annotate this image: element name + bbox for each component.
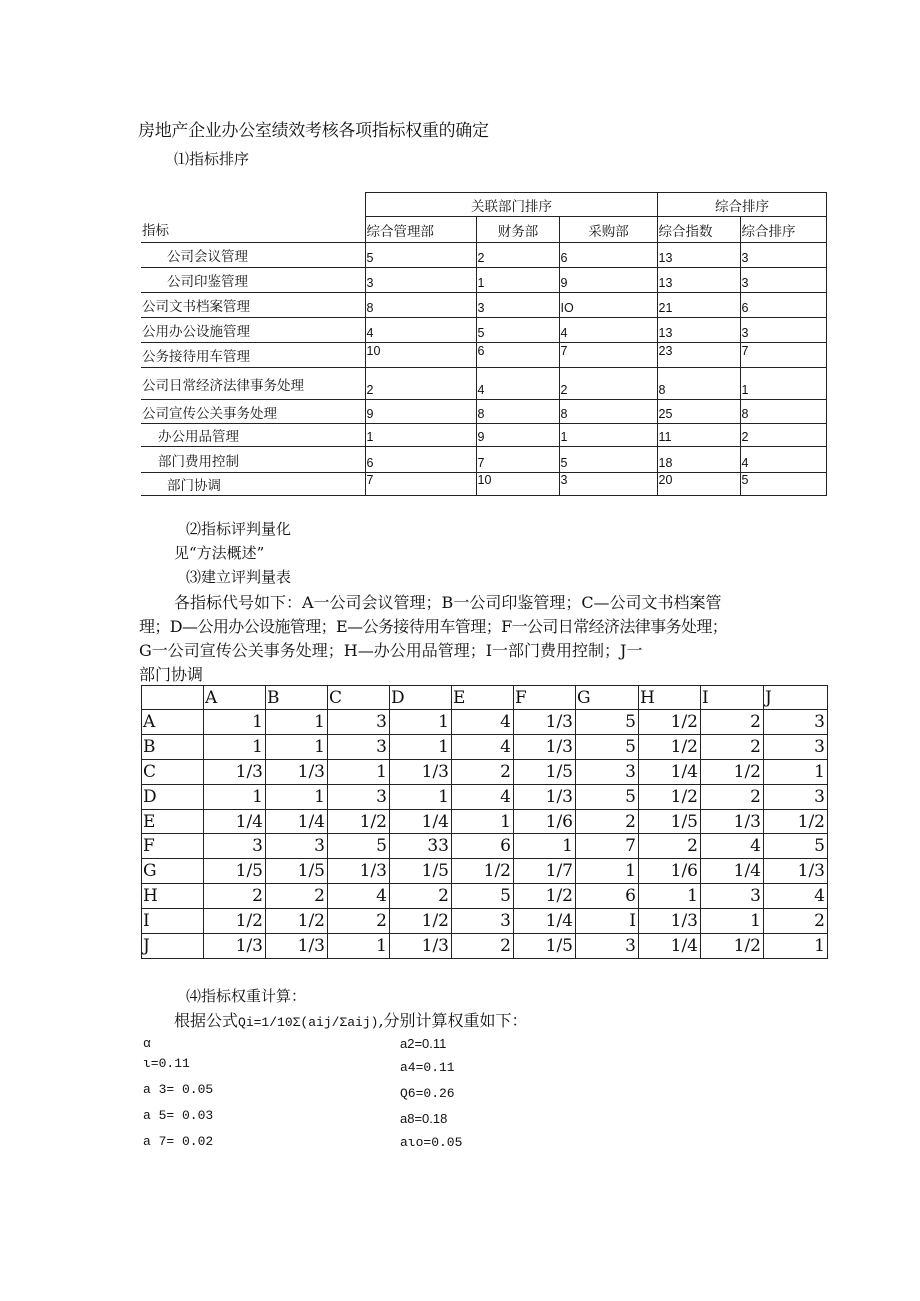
column-header: H [639,686,701,710]
weight-a3: a 3= 0.05 [143,1082,214,1097]
cell: 5 [764,834,828,859]
cell: 6 [559,243,657,268]
row-label: 部门协调 [141,473,365,496]
cell: 5 [476,318,559,343]
column-header: E [452,686,514,710]
column-header: A [204,686,266,710]
cell: 1/2 [764,809,828,834]
cell: 3 [365,268,476,293]
cell: 1/6 [514,809,576,834]
cell: 1/3 [266,934,328,959]
cell: 6 [576,884,639,909]
cell: 1/3 [514,710,576,735]
cell: 6 [476,343,559,368]
cell: 10 [365,343,476,368]
cell: 1 [559,424,657,447]
cell: 2 [559,368,657,400]
formula-prefix: 根据公式 [174,1011,239,1030]
cell: I [576,909,639,934]
cell: 25 [657,400,740,424]
cell: 3 [764,734,828,759]
codes-line-1: 各指标代号如下：A一公司会议管理；B一公司印鉴管理；C—公司文书档案管 [174,593,722,612]
column-header: B [266,686,328,710]
cell: 1 [204,734,266,759]
cell: 1/3 [328,859,390,884]
row-header: I [142,909,204,934]
cell: 8 [657,368,740,400]
row-header: E [142,809,204,834]
cell: 4 [740,447,826,473]
matrix-row [142,909,828,934]
section-4-heading: ⑷指标权重计算： [186,987,307,1005]
cell: 1/2 [390,909,452,934]
cell: 1 [204,710,266,735]
cell: 1 [204,784,266,809]
cell: 3 [701,884,764,909]
cell: 3 [266,834,328,859]
cell: 1/3 [701,809,764,834]
subheader-general-dept: 综合管理部 [365,217,476,243]
cell: 1/3 [764,859,828,884]
cell: 1 [266,784,328,809]
table-row [141,424,826,447]
row-header: C [142,759,204,784]
cell: 3 [740,318,826,343]
formula-suffix: ,分别计算权重如下： [378,1011,528,1030]
row-header: D [142,784,204,809]
cell: 3 [452,909,514,934]
subheader-purchasing-dept: 采购部 [559,217,657,243]
related-departments-header: 关联部门排序 [365,193,657,217]
cell: 1/5 [390,859,452,884]
cell: 1 [390,710,452,735]
cell: 1 [576,859,639,884]
cell: 1/4 [204,809,266,834]
cell: 1/3 [514,734,576,759]
cell: 8 [476,400,559,424]
cell: 1/4 [514,909,576,934]
cell: 33 [390,834,452,859]
cell: 7 [576,834,639,859]
cell: 3 [559,473,657,496]
cell: 4 [764,884,828,909]
cell: 13 [657,268,740,293]
weight-a4: a4=0.11 [400,1060,455,1075]
cell: 1/5 [514,759,576,784]
matrix-row [142,809,828,834]
matrix-row [142,859,828,884]
cell: 2 [365,368,476,400]
cell: 1 [740,368,826,400]
cell: 23 [657,343,740,368]
cell: 11 [657,424,740,447]
cell: 1 [266,710,328,735]
row-header: B [142,734,204,759]
cell: 4 [559,318,657,343]
cell: 7 [476,447,559,473]
cell: 1/5 [514,934,576,959]
cell: 1/2 [639,784,701,809]
row-header: J [142,934,204,959]
cell: 1/3 [390,759,452,784]
section-2-text: 见“方法概述” [174,544,265,562]
cell: 18 [657,447,740,473]
cell: 9 [559,268,657,293]
cell: 2 [764,909,828,934]
cell: 1/4 [701,859,764,884]
matrix-row [142,834,828,859]
row-label: 公司会议管理 [141,243,365,268]
cell: 2 [576,809,639,834]
cell: 6 [452,834,514,859]
cell: 1/2 [701,934,764,959]
section-2-heading: ⑵指标评判量化 [186,520,292,538]
cell: 1/3 [204,759,266,784]
cell: 3 [476,293,559,318]
section-1-heading: ⑴指标排序 [174,150,250,168]
row-header: H [142,884,204,909]
column-header: J [764,686,828,710]
cell: 13 [657,243,740,268]
table-row [141,343,826,368]
cell: 3 [576,759,639,784]
cell: 1 [328,934,390,959]
cell: 7 [740,343,826,368]
cell: 9 [476,424,559,447]
cell: 2 [639,834,701,859]
cell: 3 [204,834,266,859]
cell: 1/5 [204,859,266,884]
row-header: A [142,710,204,735]
cell: 1 [514,834,576,859]
weight-a6: Q6=0.26 [400,1086,455,1101]
cell: 1/2 [328,809,390,834]
cell: 1/2 [639,710,701,735]
cell: 21 [657,293,740,318]
cell: 5 [576,710,639,735]
cell: 2 [701,784,764,809]
subheader-composite-index: 综合指数 [657,217,740,243]
cell: 4 [452,784,514,809]
cell: 8 [740,400,826,424]
row-label: 公司印鉴管理 [141,268,365,293]
cell: 2 [266,884,328,909]
cell: 1/3 [266,759,328,784]
cell: 4 [328,884,390,909]
formula-line [174,1008,528,1031]
weight-a10: aιo=0.05 [400,1135,463,1150]
index-ranking-table [141,192,827,496]
cell: 1/3 [514,784,576,809]
cell: 9 [365,400,476,424]
row-label: 公务接待用车管理 [141,343,365,368]
cell: 1 [328,759,390,784]
codes-line-2: 理；D—公用办公设施管理；E—公务接待用车管理；F一公司日常经济法律事务处理； [139,617,728,636]
cell: 4 [365,318,476,343]
weight-a7: a 7= 0.02 [143,1134,214,1149]
table-row [141,268,826,293]
cell: 2 [701,734,764,759]
cell: 6 [740,293,826,318]
cell: 1/4 [639,934,701,959]
cell: 2 [701,710,764,735]
cell: 7 [365,473,476,496]
cell: IO [559,293,657,318]
cell: 1 [266,734,328,759]
cell: 1/2 [514,884,576,909]
cell: 1 [764,759,828,784]
row-label: 公司日常经济法律事务处理 [141,368,365,400]
cell: 10 [476,473,559,496]
cell: 1/4 [266,809,328,834]
cell: 5 [452,884,514,909]
cell: 1/4 [390,809,452,834]
cell: 1 [476,268,559,293]
table-row [141,243,826,268]
matrix-row [142,710,828,735]
judgment-matrix-table [141,685,828,959]
cell: 1/3 [204,934,266,959]
cell: 5 [328,834,390,859]
cell: 1/3 [390,934,452,959]
column-header: G [576,686,639,710]
weight-a2: a2=0.11 [400,1036,447,1051]
cell: 7 [559,343,657,368]
matrix-corner-cell [142,686,204,710]
cell: 1/5 [266,859,328,884]
column-header: D [390,686,452,710]
formula: Qi=1/10Σ(aij/Σaij) [238,1015,379,1030]
cell: 1/5 [639,809,701,834]
row-label: 公司文书档案管理 [141,293,365,318]
cell: 3 [328,710,390,735]
matrix-header-row [142,686,828,710]
cell: 1/7 [514,859,576,884]
cell: 2 [476,243,559,268]
cell: 3 [740,268,826,293]
cell: 1/2 [452,859,514,884]
cell: 20 [657,473,740,496]
cell: 3 [576,934,639,959]
cell: 5 [576,734,639,759]
cell: 1 [390,734,452,759]
cell: 3 [328,784,390,809]
matrix-row [142,884,828,909]
cell: 2 [204,884,266,909]
cell: 4 [476,368,559,400]
row-header: F [142,834,204,859]
cell: 1/3 [639,909,701,934]
cell: 1/2 [204,909,266,934]
cell: 3 [740,243,826,268]
column-header: I [701,686,764,710]
section-3-heading: ⑶建立评判量表 [186,568,292,586]
matrix-row [142,734,828,759]
table-header-row [141,193,826,217]
cell: 6 [365,447,476,473]
cell: 1 [764,934,828,959]
cell: 1/4 [639,759,701,784]
column-header: C [328,686,390,710]
row-label: 办公用品管理 [141,424,365,447]
matrix-row [142,934,828,959]
page-title: 房地产企业办公室绩效考核各项指标权重的确定 [138,121,489,141]
codes-line-3: G一公司宣传公关事务处理；H—办公用品管理；I一部门费用控制；J一 [139,641,643,660]
weight-a1-symbol: α [143,1036,151,1051]
subheader-composite-rank: 综合排序 [740,217,826,243]
cell: 1/6 [639,859,701,884]
table-row [141,293,826,318]
table-row [141,318,826,343]
cell: 8 [365,293,476,318]
cell: 1 [701,909,764,934]
row-label: 部门费用控制 [141,447,365,473]
matrix-row [142,759,828,784]
cell: 5 [365,243,476,268]
cell: 1/2 [266,909,328,934]
column-header: F [514,686,576,710]
cell: 13 [657,318,740,343]
weight-a8: a8=0.18 [400,1111,448,1126]
cell: 1 [452,809,514,834]
table-row [141,447,826,473]
cell: 3 [328,734,390,759]
overall-ranking-header: 综合排序 [657,193,826,217]
cell: 8 [559,400,657,424]
table-row [141,473,826,496]
weight-a5: a 5= 0.03 [143,1108,214,1123]
cell: 1/2 [639,734,701,759]
cell: 3 [764,710,828,735]
cell: 1/2 [701,759,764,784]
row-label: 公用办公设施管理 [141,318,365,343]
codes-line-4: 部门协调 [139,665,204,684]
cell: 1 [390,784,452,809]
cell: 3 [764,784,828,809]
cell: 2 [328,909,390,934]
matrix-row [142,784,828,809]
cell: 5 [576,784,639,809]
cell: 2 [452,934,514,959]
cell: 5 [740,473,826,496]
row-header: G [142,859,204,884]
cell: 2 [452,759,514,784]
table-row [141,368,826,400]
cell: 4 [701,834,764,859]
cell: 5 [559,447,657,473]
weight-a1: ι=0.11 [143,1056,190,1071]
cell: 2 [740,424,826,447]
cell: 1 [365,424,476,447]
cell: 4 [452,734,514,759]
cell: 2 [390,884,452,909]
cell: 4 [452,710,514,735]
label-column-header: 指标 [141,193,365,243]
row-label: 公司宣传公关事务处理 [141,400,365,424]
cell: 1 [639,884,701,909]
subheader-finance-dept: 财务部 [476,217,559,243]
table-row [141,400,826,424]
